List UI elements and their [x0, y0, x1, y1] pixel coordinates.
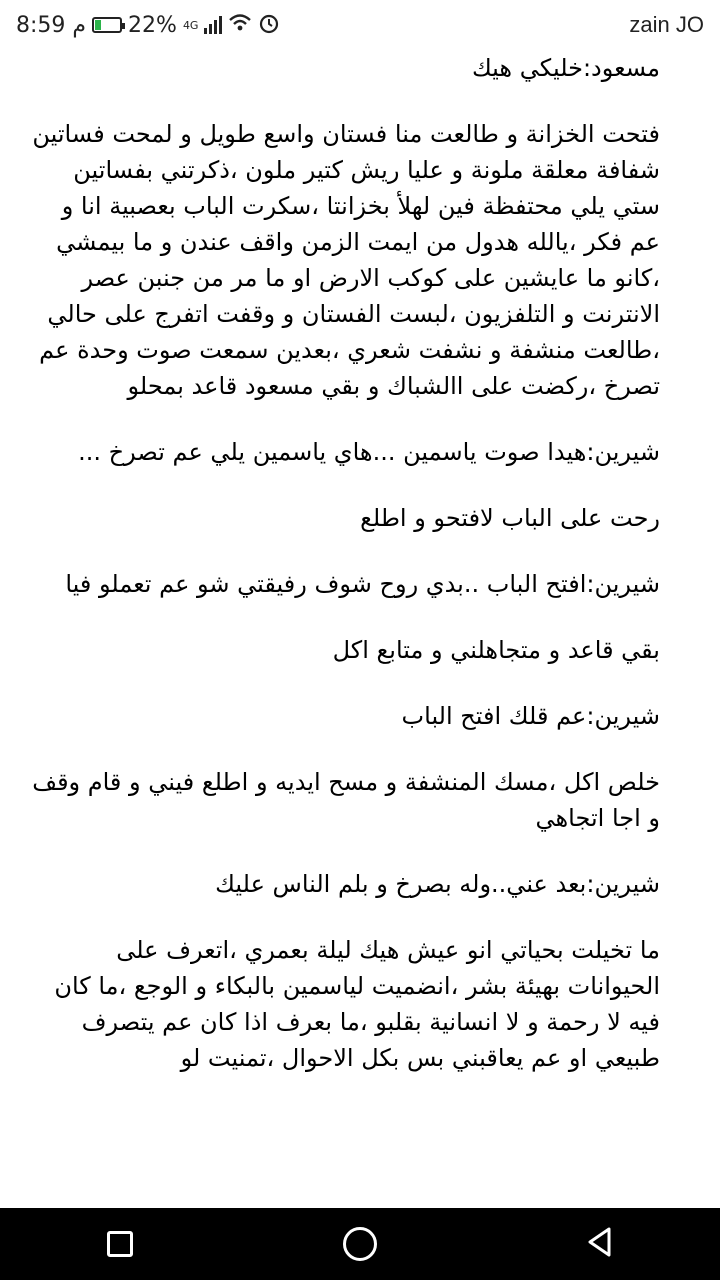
paragraph: فتحت الخزانة و طالعت منا فستان واسع طويل و لمحت فساتين شفافة معلقة ملونة و عليا ريش كتير ملون ،ذكرتني بفساتين ستي يلي محتفظة فين لهلأ بخزانتا ،سكرت الباب بعصبية انا و عم فكر ،يالله هدول من ايمت الزمن واقف عندن و ما بيمشي ،كانو ما عايشين على كوكب الارض او ما مر من جنبن عصر الانترنت و التلفزيون ،لبست الفستان و وقفت اتفرج على حالي ،طالعت منشفة و نشفت شعري ،بعدين سمعت صوت وحدة عم تصرخ ،ركضت على االشباك و بقي مسعود قاعد بمحلو — [32, 120, 660, 400]
paragraph: ما تخيلت بحياتي انو عيش هيك ليلة بعمري ،اتعرف على الحيوانات بهيئة بشر ،انضميت لياسمين بالبكاء و الوجع ،ما كان فيه لا رحمة و لا انسانية بقلبو ،ما بعرف اذا كان عم يتصرف طبيعي او عم يعاقبني بس بكل الاحوال ،تمنيت لو — [54, 936, 660, 1072]
paragraph: خلص اكل ،مسك المنشفة و مسح ايديه و اطلع فيني و قام وقف و اجا اتجاهي — [32, 768, 660, 832]
paragraph: مسعود:خليكي هيك — [471, 54, 660, 82]
paragraph: شيرين:هيدا صوت ياسمين ...هاي ياسمين يلي عم تصرخ ... — [78, 438, 660, 466]
triangle-back-icon — [585, 1226, 615, 1262]
alarm-icon — [258, 12, 280, 39]
paragraph: شيرين:افتح الباب ..بدي روح شوف رفيقتي شو عم تعملو فيا — [65, 570, 660, 598]
story-text-area[interactable] — [0, 50, 720, 1208]
wifi-icon — [228, 13, 252, 38]
recents-button[interactable] — [90, 1214, 150, 1274]
signal-icon — [204, 16, 222, 34]
status-bar — [0, 0, 720, 50]
network-type: 4G — [182, 18, 199, 32]
circle-icon — [343, 1227, 377, 1261]
home-button[interactable] — [330, 1214, 390, 1274]
battery-percent: 22% — [128, 12, 177, 38]
carrier-name: zain JO — [629, 12, 704, 37]
back-button[interactable] — [570, 1214, 630, 1274]
paragraph: شيرين:عم قلك افتح الباب — [401, 702, 660, 730]
clock: 8:59 م — [16, 12, 87, 38]
paragraph: رحت على الباب لافتحو و اطلع — [360, 504, 660, 532]
navigation-bar — [0, 1208, 720, 1280]
square-icon — [107, 1231, 133, 1257]
battery-icon — [92, 17, 122, 33]
paragraph: شيرين:بعد عني..وله بصرخ و بلم الناس عليك — [215, 870, 660, 898]
paragraph: بقي قاعد و متجاهلني و متابع اكل — [332, 636, 660, 664]
status-left — [16, 12, 280, 39]
